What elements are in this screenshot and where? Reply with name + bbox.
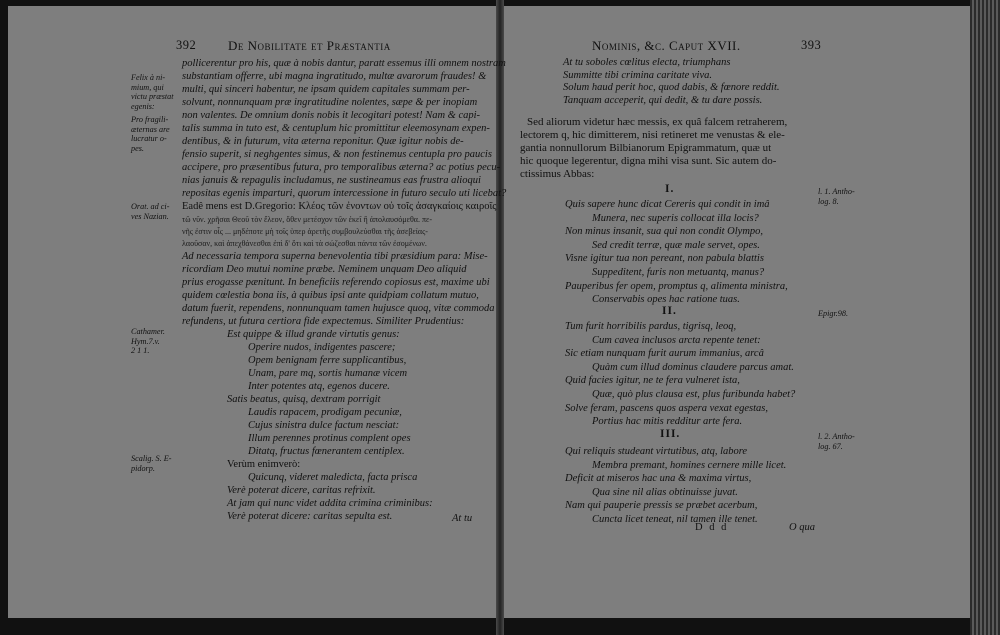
- epigram-line: Sic etiam nunquam furit aurum immanius, arcâ: [565, 348, 764, 360]
- epigram-line: Quàm cum illud dominus claudere parcus amat.: [592, 361, 794, 373]
- left-text-line: ricordiam Deo mutui nomine præbe. Neminem unquam Deo aliquid: [182, 264, 467, 275]
- right-verse-line: Tanquam acceperit, qui dedit, & tu dare possis.: [563, 94, 763, 106]
- epigram-line: Solve feram, pascens quos aspera vexat egestas,: [565, 402, 768, 414]
- margin-note-line: log. 67.: [818, 441, 843, 451]
- left-text-line: Unam, pare mq, sortis humanæ vicem: [248, 368, 408, 379]
- page-edges: [970, 0, 1000, 635]
- margin-note-line: Orat. ad ci-: [131, 202, 170, 211]
- left-text-line: accipere, pro præsentibus futura, pro temporalibus æterna? ac potius pecu-: [182, 162, 501, 173]
- margin-note-line: Felix à ni-: [131, 73, 166, 82]
- right-verse-line: Solum haud perit hoc, quod dabis, & fœnore reddit.: [563, 82, 780, 93]
- right-prose-line: Sed aliorum videtur hæc messis, ex quâ falcem retraherem,: [527, 116, 788, 128]
- margin-note-line: æternas are: [131, 124, 170, 134]
- left-text-line: fensio superit, si neghgentes simus, & non festinemus centupla pro paucis: [182, 149, 492, 160]
- left-text-line: refundens, ut futura certiora fide expectemus. Similiter Prudentius:: [182, 316, 465, 327]
- left-text-line: Opem benignam ferre supplicantibus,: [248, 355, 407, 366]
- epigram-line: Cum cavea inclusos arcta repente tenet:: [592, 334, 761, 346]
- epigram-line: Nam qui pauperie pressis se præbet acerbum,: [565, 500, 758, 512]
- right-page-number: 393: [801, 38, 822, 52]
- signature-mark: D d d: [695, 522, 729, 533]
- left-text-line: Operire nudos, indigentes pascere;: [248, 342, 396, 353]
- margin-note-line: Pro fragili-: [131, 115, 169, 124]
- left-text-line: Verè poterat dicere, caritas refrixit.: [227, 485, 376, 496]
- margin-note-line: Epigr.98.: [818, 309, 849, 318]
- left-text-line: Verè poterat dicere: caritas sepulta est.: [227, 511, 393, 522]
- left-text-line: Inter potentes atq, egenos ducere.: [248, 381, 390, 392]
- epigram-line: Quæ, quò plus clausa est, plus furibunda habet?: [592, 389, 796, 400]
- left-text-line: pollicerentur pro his, quæ à nobis dantur, paratt essemus illi omnem nostram: [182, 58, 506, 69]
- left-text-line: Verùm enimverò:: [227, 459, 301, 470]
- epigram-line: Visne igitur tua non pereant, non pabula blattis: [565, 253, 764, 265]
- epigram-line: Membra premant, homines cernere mille licet.: [592, 459, 787, 471]
- left-page-number: 392: [176, 38, 197, 52]
- left-catchword: At tu: [452, 513, 473, 524]
- left-text-line: Quicunq, videret maledicta, facta prisca: [248, 472, 418, 483]
- left-text-line: Eadê mens est D.Gregorio: Κλέος τῶν ἐνοντων οὐ τοῖς ἀσαγκαίοις καιροῖς: [182, 201, 497, 212]
- epigram-line: Quis sapere hunc dicat Cereris qui condit in imâ: [565, 199, 770, 210]
- right-running-head: Nominis, &c. Caput XVII.: [592, 38, 741, 53]
- left-text-line: Illum perennes protinus complent opes: [248, 433, 411, 444]
- epigram-line: Non minus insanit, sua qui non condit Olympo,: [565, 226, 764, 238]
- margin-note-line: pes.: [131, 143, 144, 153]
- left-text-line: quidem cœlestia bona iis, à quibus ipsi ante quidpiam collatum mutuo,: [182, 290, 479, 301]
- epigram-line: Munera, nec superis collocat illa locis?: [592, 212, 759, 224]
- left-text-line: Satis beatus, quisq, dextram porrigit: [227, 394, 381, 405]
- left-text-line: repositas egenis imparturi, quorum intercessione in futuro seculo uti licebat?: [182, 188, 507, 199]
- right-prose-line: gantia nonnullorum Bilbianorum Epigrammatum, quæ ut: [520, 142, 772, 154]
- left-running-head: De Nobilitate et Præstantia: [228, 38, 391, 53]
- epigram-line: Cuncta licet teneat, nil tamen ille tenet.: [592, 514, 758, 525]
- left-text-line: νῆς ἐστιν οἷς ... μηδέποτε μὴ τοῖς ὑπερ ἀρετῆς συμβουλεύσθαι τῆς ἀσεβείας-: [182, 227, 428, 236]
- right-prose-line: hic quoque legerentur, digna mihi visa sunt. Sic autem do-: [520, 155, 777, 167]
- right-prose-line: lectorem q, hic dimitterem, nisi retineret me venustas & ele-: [520, 129, 785, 141]
- margin-note-line: Hym.7.v.: [131, 336, 160, 346]
- epigram-line: Pauperibus fer opem, promptus q, alimenta ministra,: [565, 280, 788, 292]
- left-text-line: At jam qui nunc videt addita crimina criminibus:: [227, 498, 433, 509]
- left-text-line: substantiam offerre, ubi magna ingratitudo, multæ avarorum fraudes! &: [182, 71, 487, 82]
- epigram-line: Deficit at miseros hac una & maxima virtus,: [565, 473, 752, 485]
- right-prose-line: ctissimus Abbas:: [520, 168, 595, 180]
- margin-note-line: 2 1 1.: [131, 346, 150, 356]
- margin-note-line: mium, qui: [131, 82, 164, 92]
- left-text-line: Laudis rapacem, prodigam pecuniæ,: [248, 407, 402, 418]
- left-text-line: τῶ νῦν. χρῆσαι Θεοῦ τὸν ἔλεον, ὅθεν μετέσχον τῶν ἐκεῖ ἢ ἀπολαυσόμεθα. πε-: [182, 215, 433, 224]
- margin-note-line: lucratur o-: [131, 134, 167, 144]
- left-text-line: Ad necessaria tempora superna benevolentia tibi præsidium para: Mise-: [182, 251, 488, 262]
- epigram-line: Portius hac mitis redditur arte fera.: [592, 416, 743, 428]
- epigram-numeral: III.: [660, 428, 681, 440]
- left-text-line: nias januis & repagulis includamus, ne sustineamus eas frustra alioqui: [182, 175, 481, 186]
- margin-note-line: Cathamer.: [131, 327, 165, 336]
- margin-note-line: egenis:: [131, 101, 155, 111]
- margin-note-line: l. 1. Antho-: [818, 187, 855, 196]
- epigram-line: Conservabis opes hac ratione tuas.: [592, 294, 740, 306]
- margin-note-line: Scalig. S. E-: [131, 454, 172, 463]
- right-catchword: O qua: [789, 522, 815, 533]
- left-text-line: Cujus sinistra dulce factum nesciat:: [248, 420, 400, 431]
- right-verse-line: Summitte tibi crimina caritate viva.: [563, 69, 713, 81]
- epigram-line: Quid facies igitur, ne te fera vulneret ista,: [565, 375, 740, 387]
- epigram-line: Sed credit terræ, quæ male servet, opes.: [592, 239, 760, 251]
- left-text-line: dentibus, & in futurum, vita æterna reponitur. Quæ igitur nobis de-: [182, 136, 464, 147]
- left-text-line: Ditatq, fructus fœnerantem centiplex.: [248, 446, 405, 457]
- left-text-line: talis summa in tuto est, & centuplum hic promittitur eleemosynam expen-: [182, 123, 490, 134]
- epigram-numeral: II.: [662, 305, 677, 317]
- margin-note-line: l. 2. Antho-: [818, 432, 855, 441]
- left-text-line: non valentes. De omnium donis nobis it lecogitari potest! Nam & capi-: [182, 110, 481, 121]
- epigram-line: Suppeditent, furis non metuantq, manus?: [592, 267, 765, 278]
- left-text-line: prius erogasse pænitunt. In beneficiis referendo copiosus est, maxime ubi: [182, 277, 490, 288]
- margin-note-line: pidorp.: [131, 463, 155, 473]
- epigram-numeral: I.: [665, 183, 675, 195]
- epigram-line: Qua sine nil alias obtinuisse juvat.: [592, 486, 738, 498]
- left-text-line: Est quippe & illud grande virtutis genus:: [227, 329, 400, 340]
- left-text-line: multi, qui sinceri habentur, ne ipsam quidem capitales summam per-: [182, 84, 470, 95]
- margin-note-line: ves Nazian.: [131, 211, 169, 221]
- left-text-line: solvunt, nonnunquam præ ingratitudine nolentes, sæpe & per inopiam: [182, 97, 478, 108]
- left-text-line: datum fuerit, rependens, nonnunquam tamen hujusce quoq, vitæ commoda: [182, 303, 495, 314]
- epigram-line: Tum furit horribilis pardus, tigrisq, leoq,: [565, 321, 737, 332]
- margin-note-line: log. 8.: [818, 196, 839, 206]
- margin-note-line: victu præstat: [131, 92, 174, 102]
- book-gutter: [496, 0, 504, 635]
- right-verse-line: At tu soboles cœlitus electa, triumphans: [563, 57, 731, 68]
- epigram-line: Qui reliquis studeant virtutibus, atq, labore: [565, 446, 748, 457]
- left-text-line: λαοῦσαν, καὶ ἀπεχθάνεσθαι ἐπὶ δ' ὅτι καὶ τὰ σώζεσθαι πάντα τῶν ἐσομένων.: [182, 239, 427, 248]
